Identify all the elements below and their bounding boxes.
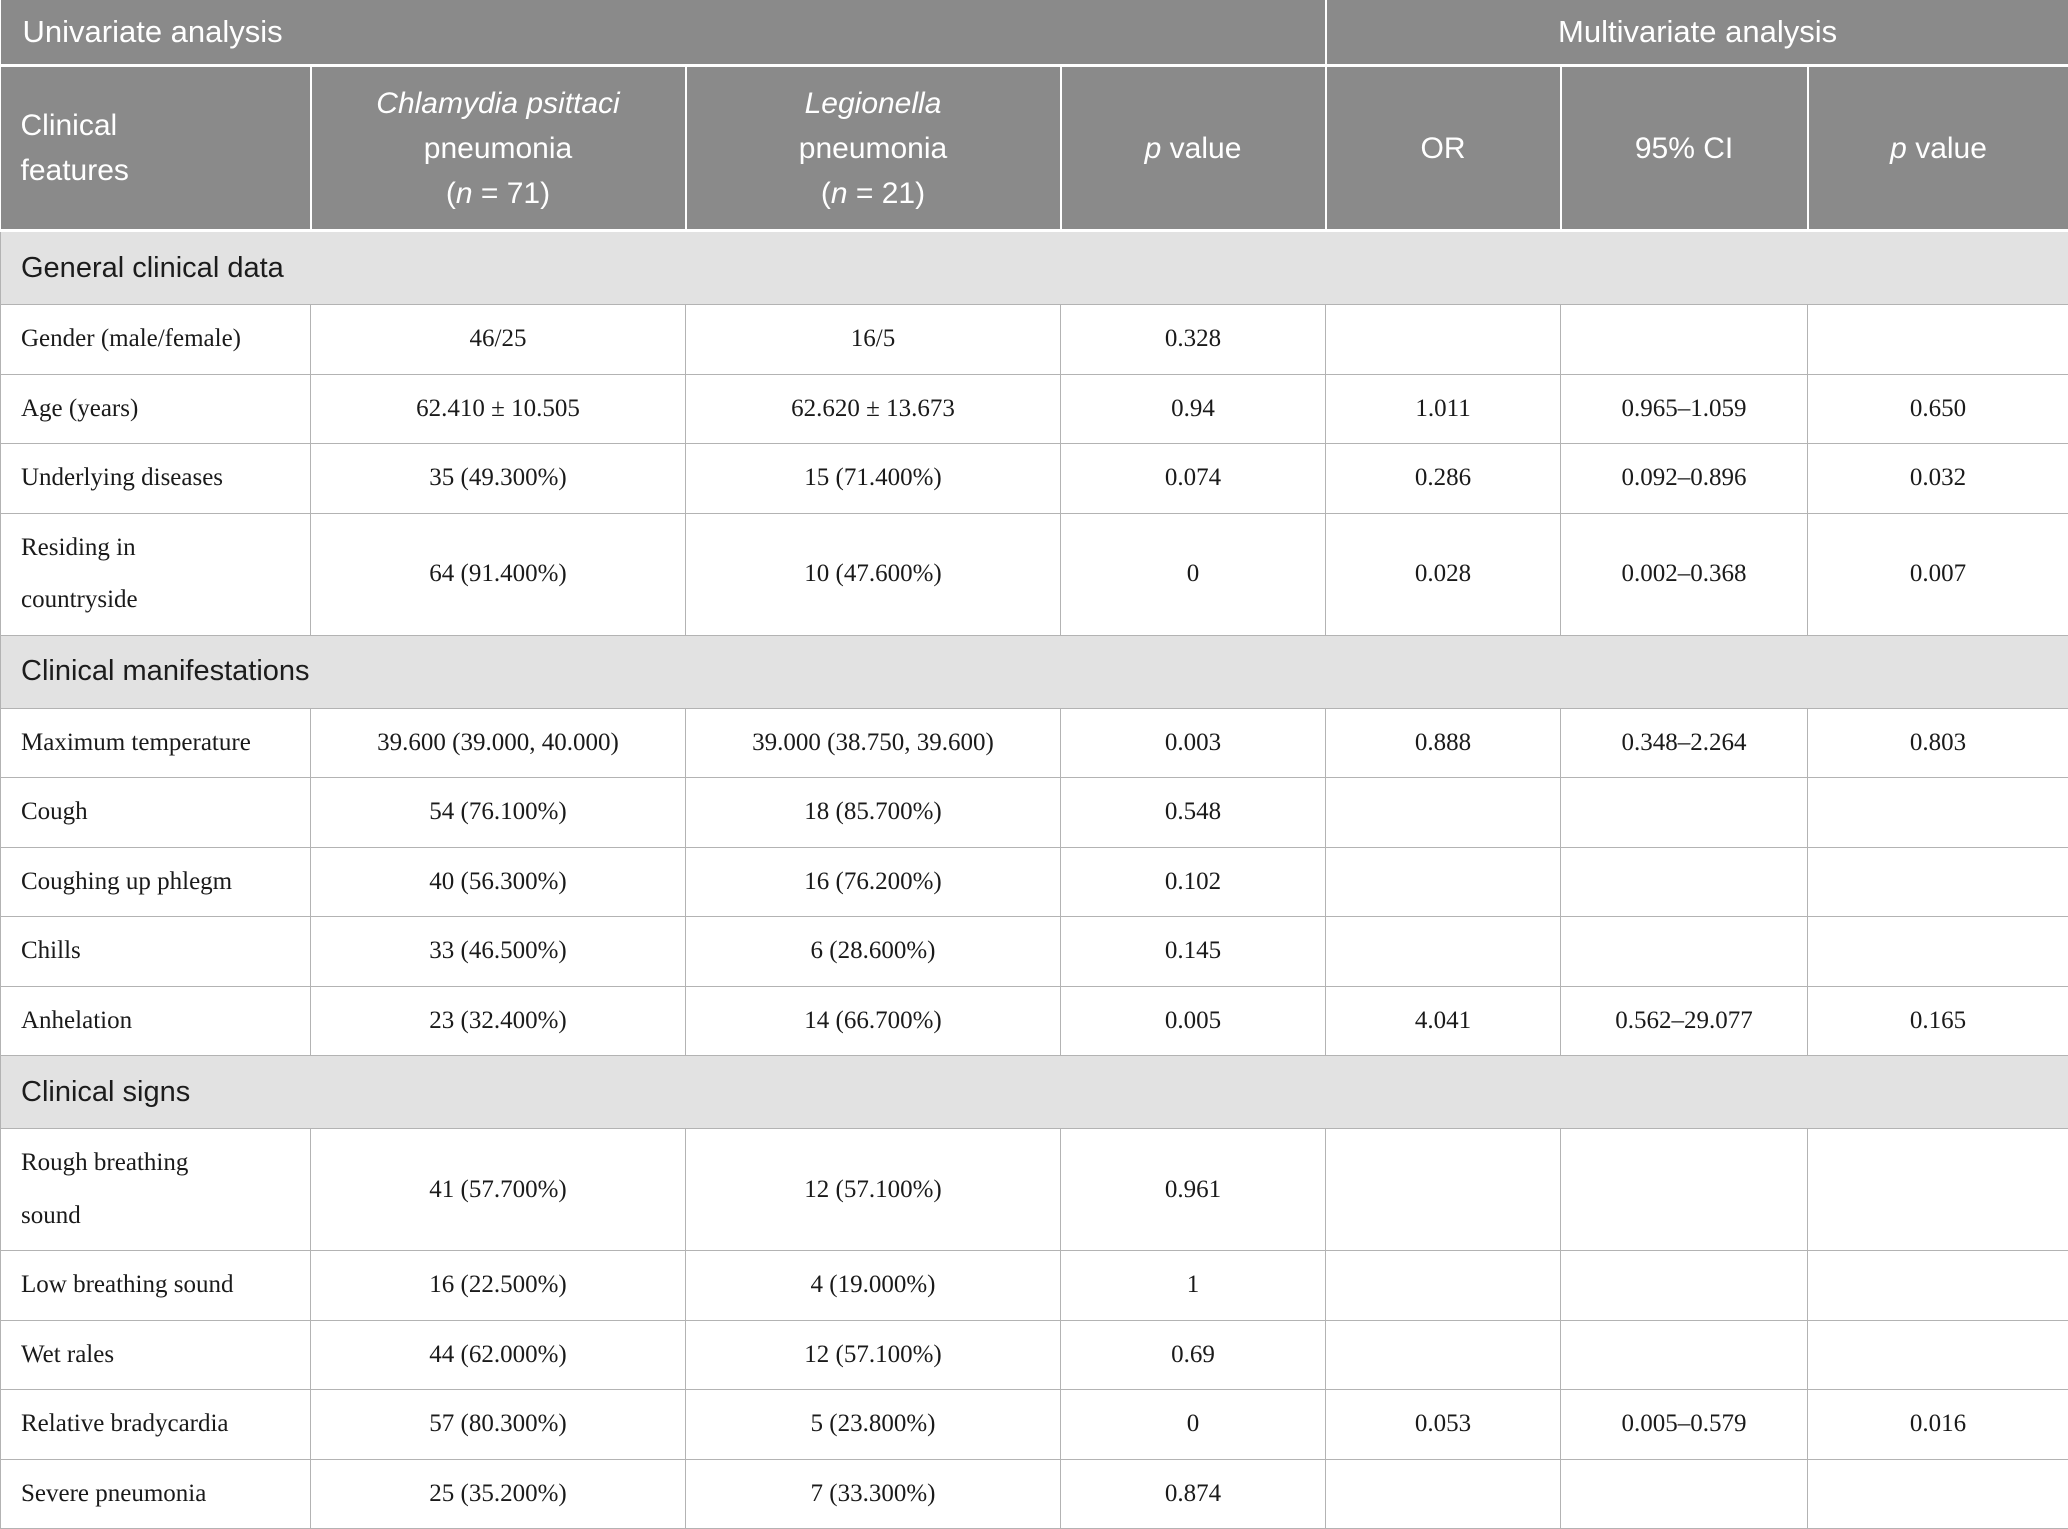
p-multivariate-cell xyxy=(1808,1251,2068,1321)
feature-line: Residing in xyxy=(21,522,282,575)
col-header-p-value-multivariate xyxy=(1808,66,2068,231)
p-univariate-cell: 0.548 xyxy=(1061,778,1326,848)
feature-cell: Cough xyxy=(1,778,311,848)
table-row xyxy=(1,513,2068,635)
table-row xyxy=(1,1251,2068,1321)
col-header-line: Clinical xyxy=(21,103,302,148)
p-multivariate-cell: 0.032 xyxy=(1808,444,2068,514)
ci-value-cell xyxy=(1561,1251,1808,1321)
section-title: General clinical data xyxy=(1,231,2068,305)
col-header-line: Chlamydia psittaci xyxy=(320,81,677,126)
legionella-value-cell: 16 (76.200%) xyxy=(686,847,1061,917)
or-value-cell xyxy=(1326,1129,1561,1251)
p-multivariate-cell xyxy=(1808,917,2068,987)
group-header-multivariate: Multivariate analysis xyxy=(1326,0,2068,66)
feature-cell: Age (years) xyxy=(1,374,311,444)
table-row xyxy=(1,1390,2068,1460)
col-header-line: features xyxy=(21,148,302,193)
section-title: Clinical manifestations xyxy=(1,635,2068,708)
col-header-line: pneumonia xyxy=(320,126,677,171)
table-row xyxy=(1,374,2068,444)
chlamydia-value-cell: 40 (56.300%) xyxy=(311,847,686,917)
col-header-clinical-features xyxy=(1,66,311,231)
feature-cell: Underlying diseases xyxy=(1,444,311,514)
table-row xyxy=(1,778,2068,848)
col-header-legionella-pneumonia xyxy=(686,66,1061,231)
section-row xyxy=(1,1056,2068,1129)
ci-value-cell xyxy=(1561,305,1808,375)
p-univariate-cell: 0.69 xyxy=(1061,1320,1326,1390)
col-header-line: (n = 71) xyxy=(320,171,677,216)
or-value-cell: 0.888 xyxy=(1326,708,1561,778)
or-value-cell: 0.028 xyxy=(1326,513,1561,635)
chlamydia-value-cell: 46/25 xyxy=(311,305,686,375)
feature-cell: Relative bradycardia xyxy=(1,1390,311,1460)
table-row xyxy=(1,708,2068,778)
feature-cell: Wet rales xyxy=(1,1320,311,1390)
ci-value-cell: 0.005–0.579 xyxy=(1561,1390,1808,1460)
table-row xyxy=(1,1320,2068,1390)
p-multivariate-cell: 0.650 xyxy=(1808,374,2068,444)
col-header-line: pneumonia xyxy=(695,126,1052,171)
or-value-cell xyxy=(1326,917,1561,987)
p-univariate-cell: 0.005 xyxy=(1061,986,1326,1056)
chlamydia-value-cell: 64 (91.400%) xyxy=(311,513,686,635)
chlamydia-value-cell: 23 (32.400%) xyxy=(311,986,686,1056)
table-row xyxy=(1,847,2068,917)
p-univariate-cell: 0.874 xyxy=(1061,1459,1326,1529)
table-row xyxy=(1,305,2068,375)
column-header-row xyxy=(1,66,2068,231)
chlamydia-value-cell: 62.410 ± 10.505 xyxy=(311,374,686,444)
ci-value-cell xyxy=(1561,847,1808,917)
feature-cell: Severe pneumonia xyxy=(1,1459,311,1529)
p-multivariate-cell xyxy=(1808,847,2068,917)
feature-cell: Anhelation xyxy=(1,986,311,1056)
p-multivariate-cell xyxy=(1808,778,2068,848)
table-head xyxy=(1,0,2068,231)
chlamydia-value-cell: 54 (76.100%) xyxy=(311,778,686,848)
or-value-cell xyxy=(1326,847,1561,917)
feature-cell: Chills xyxy=(1,917,311,987)
p-multivariate-cell: 0.007 xyxy=(1808,513,2068,635)
legionella-value-cell: 18 (85.700%) xyxy=(686,778,1061,848)
p-univariate-cell: 1 xyxy=(1061,1251,1326,1321)
chlamydia-value-cell: 44 (62.000%) xyxy=(311,1320,686,1390)
legionella-value-cell: 12 (57.100%) xyxy=(686,1129,1061,1251)
group-header-univariate: Univariate analysis xyxy=(1,0,1326,66)
col-header-line: p value xyxy=(1070,126,1317,171)
p-univariate-cell: 0.328 xyxy=(1061,305,1326,375)
p-univariate-cell: 0.145 xyxy=(1061,917,1326,987)
or-value-cell: 0.053 xyxy=(1326,1390,1561,1460)
or-value-cell xyxy=(1326,1251,1561,1321)
feature-cell: Low breathing sound xyxy=(1,1251,311,1321)
section-title: Clinical signs xyxy=(1,1056,2068,1129)
legionella-value-cell: 62.620 ± 13.673 xyxy=(686,374,1061,444)
ci-value-cell xyxy=(1561,1320,1808,1390)
ci-value-cell xyxy=(1561,778,1808,848)
chlamydia-value-cell: 25 (35.200%) xyxy=(311,1459,686,1529)
feature-cell: Coughing up phlegm xyxy=(1,847,311,917)
or-value-cell xyxy=(1326,1459,1561,1529)
or-value-cell xyxy=(1326,1320,1561,1390)
col-header-odds-ratio xyxy=(1326,66,1561,231)
col-header-line: p value xyxy=(1817,126,2061,171)
table-row xyxy=(1,1459,2068,1529)
col-header-ci-95 xyxy=(1561,66,1808,231)
p-univariate-cell: 0 xyxy=(1061,1390,1326,1460)
section-row xyxy=(1,635,2068,708)
ci-value-cell: 0.002–0.368 xyxy=(1561,513,1808,635)
legionella-value-cell: 15 (71.400%) xyxy=(686,444,1061,514)
feature-cell xyxy=(1,1129,311,1251)
col-header-p-value-univariate xyxy=(1061,66,1326,231)
legionella-value-cell: 4 (19.000%) xyxy=(686,1251,1061,1321)
chlamydia-value-cell: 39.600 (39.000, 40.000) xyxy=(311,708,686,778)
or-value-cell xyxy=(1326,305,1561,375)
legionella-value-cell: 6 (28.600%) xyxy=(686,917,1061,987)
legionella-value-cell: 16/5 xyxy=(686,305,1061,375)
p-multivariate-cell xyxy=(1808,305,2068,375)
table-row xyxy=(1,917,2068,987)
p-multivariate-cell xyxy=(1808,1320,2068,1390)
feature-line: sound xyxy=(21,1190,282,1243)
col-header-line: 95% CI xyxy=(1570,126,1799,171)
chlamydia-value-cell: 33 (46.500%) xyxy=(311,917,686,987)
section-row xyxy=(1,231,2068,305)
p-multivariate-cell xyxy=(1808,1459,2068,1529)
or-value-cell: 4.041 xyxy=(1326,986,1561,1056)
feature-line: countryside xyxy=(21,574,282,627)
chlamydia-value-cell: 35 (49.300%) xyxy=(311,444,686,514)
ci-value-cell: 0.562–29.077 xyxy=(1561,986,1808,1056)
p-univariate-cell: 0.102 xyxy=(1061,847,1326,917)
col-header-line: (n = 21) xyxy=(695,171,1052,216)
table-body xyxy=(1,231,2068,1529)
p-multivariate-cell: 0.803 xyxy=(1808,708,2068,778)
p-univariate-cell: 0.003 xyxy=(1061,708,1326,778)
feature-line: Rough breathing xyxy=(21,1137,282,1190)
group-header-row xyxy=(1,0,2068,66)
ci-value-cell xyxy=(1561,1129,1808,1251)
ci-value-cell: 0.092–0.896 xyxy=(1561,444,1808,514)
ci-value-cell xyxy=(1561,1459,1808,1529)
table-row xyxy=(1,1129,2068,1251)
ci-value-cell xyxy=(1561,917,1808,987)
p-univariate-cell: 0.074 xyxy=(1061,444,1326,514)
p-univariate-cell: 0 xyxy=(1061,513,1326,635)
ci-value-cell: 0.348–2.264 xyxy=(1561,708,1808,778)
col-header-line: OR xyxy=(1335,126,1552,171)
legionella-value-cell: 14 (66.700%) xyxy=(686,986,1061,1056)
col-header-chlamydia-psittaci-pneumonia xyxy=(311,66,686,231)
p-multivariate-cell: 0.165 xyxy=(1808,986,2068,1056)
p-multivariate-cell: 0.016 xyxy=(1808,1390,2068,1460)
legionella-value-cell: 39.000 (38.750, 39.600) xyxy=(686,708,1061,778)
or-value-cell: 1.011 xyxy=(1326,374,1561,444)
p-multivariate-cell xyxy=(1808,1129,2068,1251)
p-univariate-cell: 0.961 xyxy=(1061,1129,1326,1251)
p-univariate-cell: 0.94 xyxy=(1061,374,1326,444)
feature-cell: Gender (male/female) xyxy=(1,305,311,375)
feature-cell xyxy=(1,513,311,635)
table-row xyxy=(1,986,2068,1056)
or-value-cell xyxy=(1326,778,1561,848)
legionella-value-cell: 5 (23.800%) xyxy=(686,1390,1061,1460)
legionella-value-cell: 10 (47.600%) xyxy=(686,513,1061,635)
legionella-value-cell: 12 (57.100%) xyxy=(686,1320,1061,1390)
or-value-cell: 0.286 xyxy=(1326,444,1561,514)
chlamydia-value-cell: 57 (80.300%) xyxy=(311,1390,686,1460)
chlamydia-value-cell: 16 (22.500%) xyxy=(311,1251,686,1321)
feature-cell: Maximum temperature xyxy=(1,708,311,778)
table-row xyxy=(1,444,2068,514)
legionella-value-cell: 7 (33.300%) xyxy=(686,1459,1061,1529)
ci-value-cell: 0.965–1.059 xyxy=(1561,374,1808,444)
chlamydia-value-cell: 41 (57.700%) xyxy=(311,1129,686,1251)
col-header-line: Legionella xyxy=(695,81,1052,126)
